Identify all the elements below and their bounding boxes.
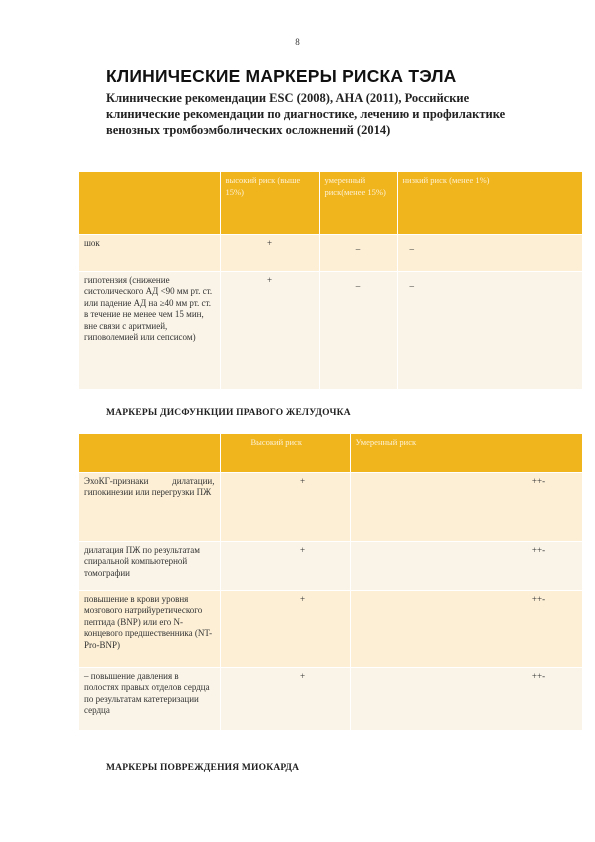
table-cell-high: + [220,667,350,730]
section-heading-myocardial-damage: МАРКЕРЫ ПОВРЕЖДЕНИЯ МИОКАРДА [106,763,300,773]
table-row [79,590,582,667]
table-header-cell: Высокий риск [220,434,350,472]
table-cell-high: + [220,271,319,389]
table-cell-marker: гипотензия (снижение систолического АД <90 мм рт. ст. или падение АД на ≥40 мм рт. ст. в течение не менее чем 15 мин, вне связи с аритмией, гиповолемией или сепсисом) [79,271,220,389]
table-row [79,234,582,271]
table-cell-marker: шок [79,234,220,271]
section-heading-rv-dysfunction: МАРКЕРЫ ДИСФУНКЦИИ ПРАВОГО ЖЕЛУДОЧКА [106,408,351,418]
table-header-cell [79,434,220,472]
table-header-cell: умеренный риск(менее 15%) [319,172,397,234]
table-header-cell: Умеренный риск [350,434,582,472]
table-row [79,472,582,541]
page-title: КЛИНИЧЕСКИЕ МАРКЕРЫ РИСКА ТЭЛА [106,66,457,86]
table-cell-moderate: ++- [350,667,582,730]
table-cell-marker: повышение в крови уровня мозгового натрийуретического пептида (BNP) или его N-концевого предшественника (NT-Pro-BNP) [79,590,220,667]
table-cell-marker: дилатация ПЖ по результатам спиральной компьютерной томографии [79,541,220,590]
table-cell-moderate: – [319,234,397,271]
table-cell-marker: – повышение давления в полостях правых отделов сердца по результатам катетеризации сердца [79,667,220,730]
table-cell-high: + [220,590,350,667]
table-cell-moderate: – [319,271,397,389]
table-cell-high: + [220,541,350,590]
table-cell-low: – [397,271,582,389]
table-cell-low: – [397,234,582,271]
table-cell-high: + [220,234,319,271]
table-header-row [79,434,582,472]
table-header-row [79,172,582,234]
risk-markers-table [79,172,583,390]
table-header-cell: высокий риск (выше 15%) [220,172,319,234]
table-row [79,271,582,389]
table-cell-marker: ЭхоКГ-признаки дилатации, гипокинезии или перегрузки ПЖ [79,472,220,541]
table-row [79,541,582,590]
page-subtitle: Клинические рекомендации ESC (2008), AHA (2011), Российские клинические рекомендации по диагностике, лечению и профилактике венозных тромбоэмболических осложнений (2014) [106,91,506,137]
rv-dysfunction-table [79,434,583,731]
table-row [79,667,582,730]
page-number: 8 [295,37,300,47]
table-header-cell: низкий риск (менее 1%) [397,172,582,234]
table-header-cell [79,172,220,234]
table-cell-moderate: ++- [350,472,582,541]
table-cell-moderate: ++- [350,541,582,590]
table-cell-high: + [220,472,350,541]
table-cell-moderate: ++- [350,590,582,667]
